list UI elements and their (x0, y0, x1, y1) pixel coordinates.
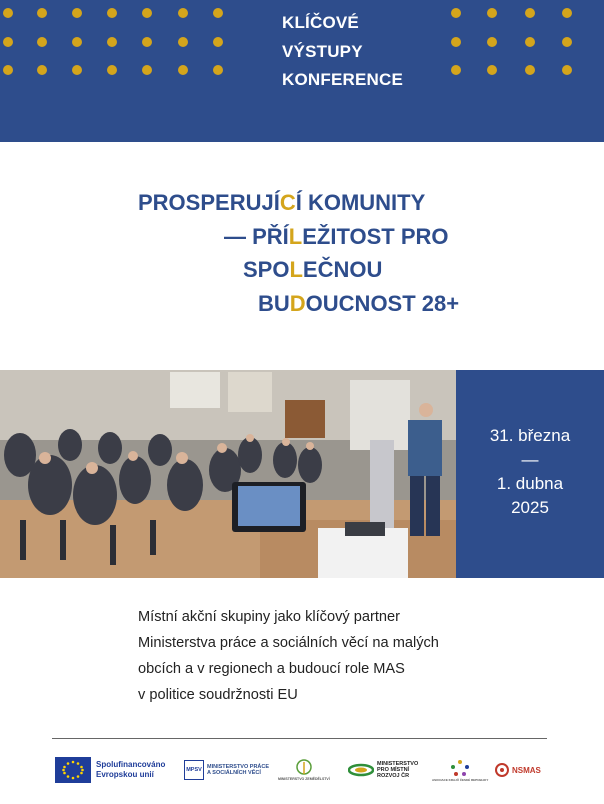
pattern-dot (142, 8, 152, 18)
pattern-dot (72, 8, 82, 18)
description-line: Ministerstva práce a sociálních věcí na malých (138, 635, 439, 651)
mpsv-mark-icon: MPSV (184, 760, 204, 780)
date-start: 31. března (489, 426, 571, 445)
mmr-logo (348, 752, 418, 788)
eu-logo-text: Evropskou unií (96, 770, 154, 779)
mmr-logo-text: PRO MÍSTNÍ (377, 767, 410, 773)
title-line-3: SPOLEČNOU (243, 257, 383, 282)
mpsv-logo (184, 752, 269, 788)
pattern-dot (451, 37, 461, 47)
pattern-dot (487, 8, 497, 18)
pattern-dot (107, 37, 117, 47)
description-line: obcích a v regionech a budoucí role MAS (138, 661, 405, 677)
title-line-4: BUDOUCNOST 28+ (258, 291, 460, 316)
pattern-dot (487, 37, 497, 47)
pattern-dot (525, 8, 535, 18)
conference-description (138, 604, 578, 708)
pattern-dot (451, 8, 461, 18)
mmr-logo-text: MINISTERSTVO (377, 761, 419, 767)
pattern-dot (178, 37, 188, 47)
title-line-1: PROSPERUJÍCÍ KOMUNITY (138, 190, 426, 215)
mpsv-logo-text: A SOCIÁLNÍCH VĚCÍ (207, 770, 261, 776)
pattern-dot (213, 8, 223, 18)
date-block (456, 370, 604, 578)
description-line: Místní akční skupiny jako klíčový partner (138, 609, 400, 625)
pattern-dot (37, 37, 47, 47)
wheat-icon (294, 759, 314, 777)
pattern-dot (107, 8, 117, 18)
mze-logo-text: MINISTERSTVO ZEMĚDĚLSTVÍ (278, 777, 330, 781)
mmr-logo-text: ROZVOJ ČR (377, 773, 410, 779)
nsmas-star-icon (494, 762, 510, 778)
description-line: v politice soudržnosti EU (138, 687, 298, 703)
pattern-dot (3, 8, 13, 18)
kicker-line: KONFERENCE (282, 70, 404, 89)
date-end-year: 2025 (511, 498, 549, 517)
nsmas-logo-text: NSMAS (512, 765, 541, 775)
mze-logo (278, 752, 330, 788)
pattern-dot (37, 8, 47, 18)
pattern-dot (3, 65, 13, 75)
pattern-dot (487, 65, 497, 75)
mpsv-logo-text: MINISTERSTVO PRÁCE (207, 764, 270, 770)
pattern-dot (3, 37, 13, 47)
pattern-dot (562, 65, 572, 75)
pattern-dot (37, 65, 47, 75)
footer-divider (52, 738, 547, 739)
eu-logo-text: Spolufinancováno (96, 760, 166, 769)
pattern-dot (178, 65, 188, 75)
conference-hall-illustration (0, 370, 456, 578)
nsmas-logo (494, 752, 541, 788)
regions-dots-icon (447, 758, 473, 778)
regions-logo-text: ASOCIACE KRAJŮ ČESKÉ REPUBLIKY (432, 778, 489, 782)
pattern-dot (525, 37, 535, 47)
pattern-dot (178, 8, 188, 18)
mmr-swoosh-icon (348, 763, 374, 777)
kicker-line: VÝSTUPY (282, 41, 363, 61)
eu-logo (55, 752, 165, 788)
pattern-dot (142, 37, 152, 47)
partner-logos (0, 752, 604, 788)
pattern-dot (142, 65, 152, 75)
pattern-dot (213, 37, 223, 47)
pattern-dot (213, 65, 223, 75)
conference-photo (0, 370, 456, 578)
conference-kicker (282, 9, 403, 95)
pattern-dot (562, 37, 572, 47)
date-dash: — (521, 450, 539, 469)
kicker-line: KLÍČOVÉ (282, 13, 359, 32)
eu-flag-icon (55, 757, 91, 783)
pattern-dot (451, 65, 461, 75)
pattern-dot (562, 8, 572, 18)
pattern-dot (72, 37, 82, 47)
title-line-2: — PŘÍLEŽITOST PRO (224, 224, 449, 249)
regions-logo (432, 752, 488, 788)
header-band (0, 0, 604, 142)
pattern-dot (107, 65, 117, 75)
pattern-dot (525, 65, 535, 75)
date-end-day: 1. dubna (496, 474, 564, 493)
pattern-dot (72, 65, 82, 75)
